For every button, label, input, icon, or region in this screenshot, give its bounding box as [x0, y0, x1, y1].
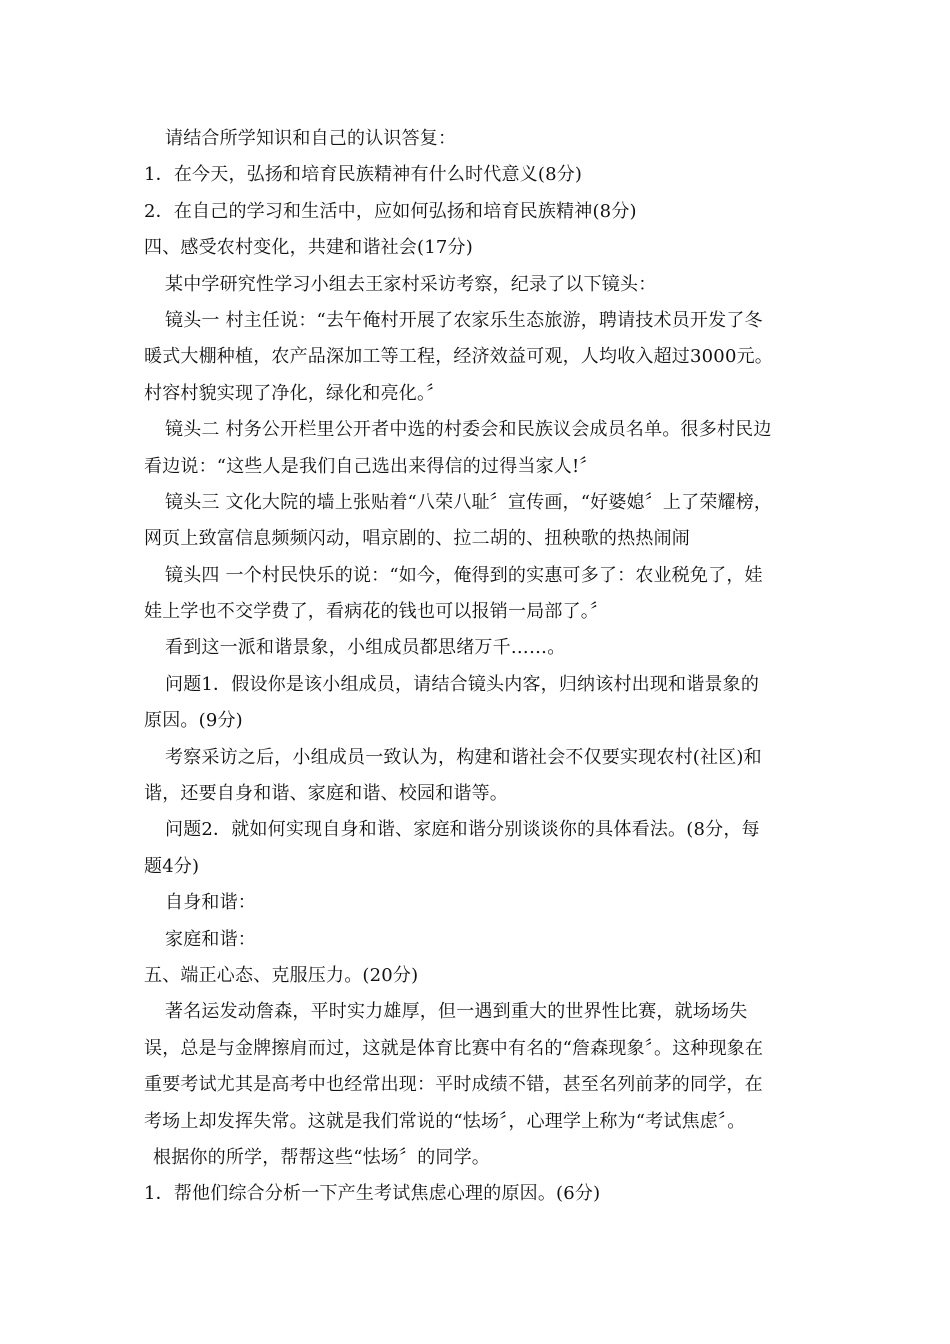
paragraph-line: 考察采访之后，小组成员一致认为，构建和谐社会不仅要实现农村(社区)和	[165, 746, 762, 768]
problem-1-line: 问题1．假设你是该小组成员，请结合镜头内客，归纳该村出现和谐景象的	[165, 673, 760, 695]
paragraph-line: 根据你的所学，帮帮这些“怯场〞的同学。	[153, 1146, 491, 1168]
self-harmony-label: 自身和谐：	[165, 892, 256, 914]
paragraph-line: 看到这一派和谐景象，小组成员都思绪万千……。	[165, 637, 566, 659]
section-4-heading: 四、感受农村变化，共建和谐社会(17分)	[144, 237, 473, 259]
paragraph-line: 误，总是与金牌擦肩而过，这就是体育比赛中有名的“詹森现象〞。这种现象在	[144, 1037, 764, 1059]
question-line: 1．帮他们综合分析一下产生考试焦虑心理的原因。(6分)	[144, 1183, 601, 1205]
paragraph-line: 某中学研究性学习小组去王家村采访考察，纪录了以下镜头：	[165, 273, 657, 295]
scene-2-line: 镜头二 村务公开栏里公开者中选的村委会和民族议会成员名单。很多村民边	[165, 419, 772, 441]
paragraph-line: 著名运发动詹森，平时实力雄厚，但一遇到重大的世界性比赛，就场场失	[165, 1001, 748, 1023]
scene-1-line: 镜头一 村主任说：“去午俺村开展了农家乐生态旅游，聘请技术员开发了冬	[165, 309, 763, 331]
paragraph-line: 暖式大棚种植，农产品深加工等工程，经济效益可观，人均收入超过3000元。	[144, 346, 774, 368]
instruction-line: 请结合所学知识和自己的认识答复：	[165, 128, 457, 149]
paragraph-line: 谐，还要自身和谐、家庭和谐、校园和谐等。	[144, 783, 508, 805]
paragraph-line: 村容村貌实现了净化，绿化和亮化。〞	[144, 382, 445, 404]
scene-3-line: 镜头三 文化大院的墙上张贴着“八荣八耻〞宣传画，“好婆媳〞上了荣耀榜，	[165, 491, 773, 513]
paragraph-line: 重要考试尤其是高考中也经常出现：平时成绩不错，甚至名列前茅的同学，在	[144, 1074, 763, 1096]
paragraph-line: 娃上学也不交学费了，看病花的钱也可以报销一局部了。〞	[144, 601, 609, 623]
family-harmony-label: 家庭和谐：	[165, 928, 256, 950]
problem-2-line: 问题2．就如何实现自身和谐、家庭和谐分别谈谈你的具体看法。(8分，每	[165, 819, 760, 841]
paragraph-line: 网页上致富信息频频闪动，唱京剧的、拉二胡的、扭秧歌的热热闹闹	[144, 528, 690, 550]
question-2-line: 2．在自己的学习和生活中，应如何弘扬和培育民族精神(8分)	[144, 200, 637, 222]
paragraph-line: 原因。(9分)	[144, 710, 243, 732]
question-1-line: 1．在今天，弘扬和培育民族精神有什么时代意义(8分)	[144, 164, 583, 186]
section-5-heading: 五、端正心态、克服压力。(20分)	[144, 964, 419, 986]
scene-4-line: 镜头四 一个村民快乐的说：“如今，俺得到的实惠可多了：农业税免了，娃	[165, 564, 763, 586]
paragraph-line: 题4分)	[144, 855, 200, 877]
document-body	[144, 121, 812, 1213]
paragraph-line: 考场上却发挥失常。这就是我们常说的“怯场〞，心理学上称为“考试焦虑〞。	[144, 1110, 746, 1132]
paragraph-line: 看边说：“这些人是我们自己选出来得信的过得当家人!〞	[144, 455, 598, 477]
